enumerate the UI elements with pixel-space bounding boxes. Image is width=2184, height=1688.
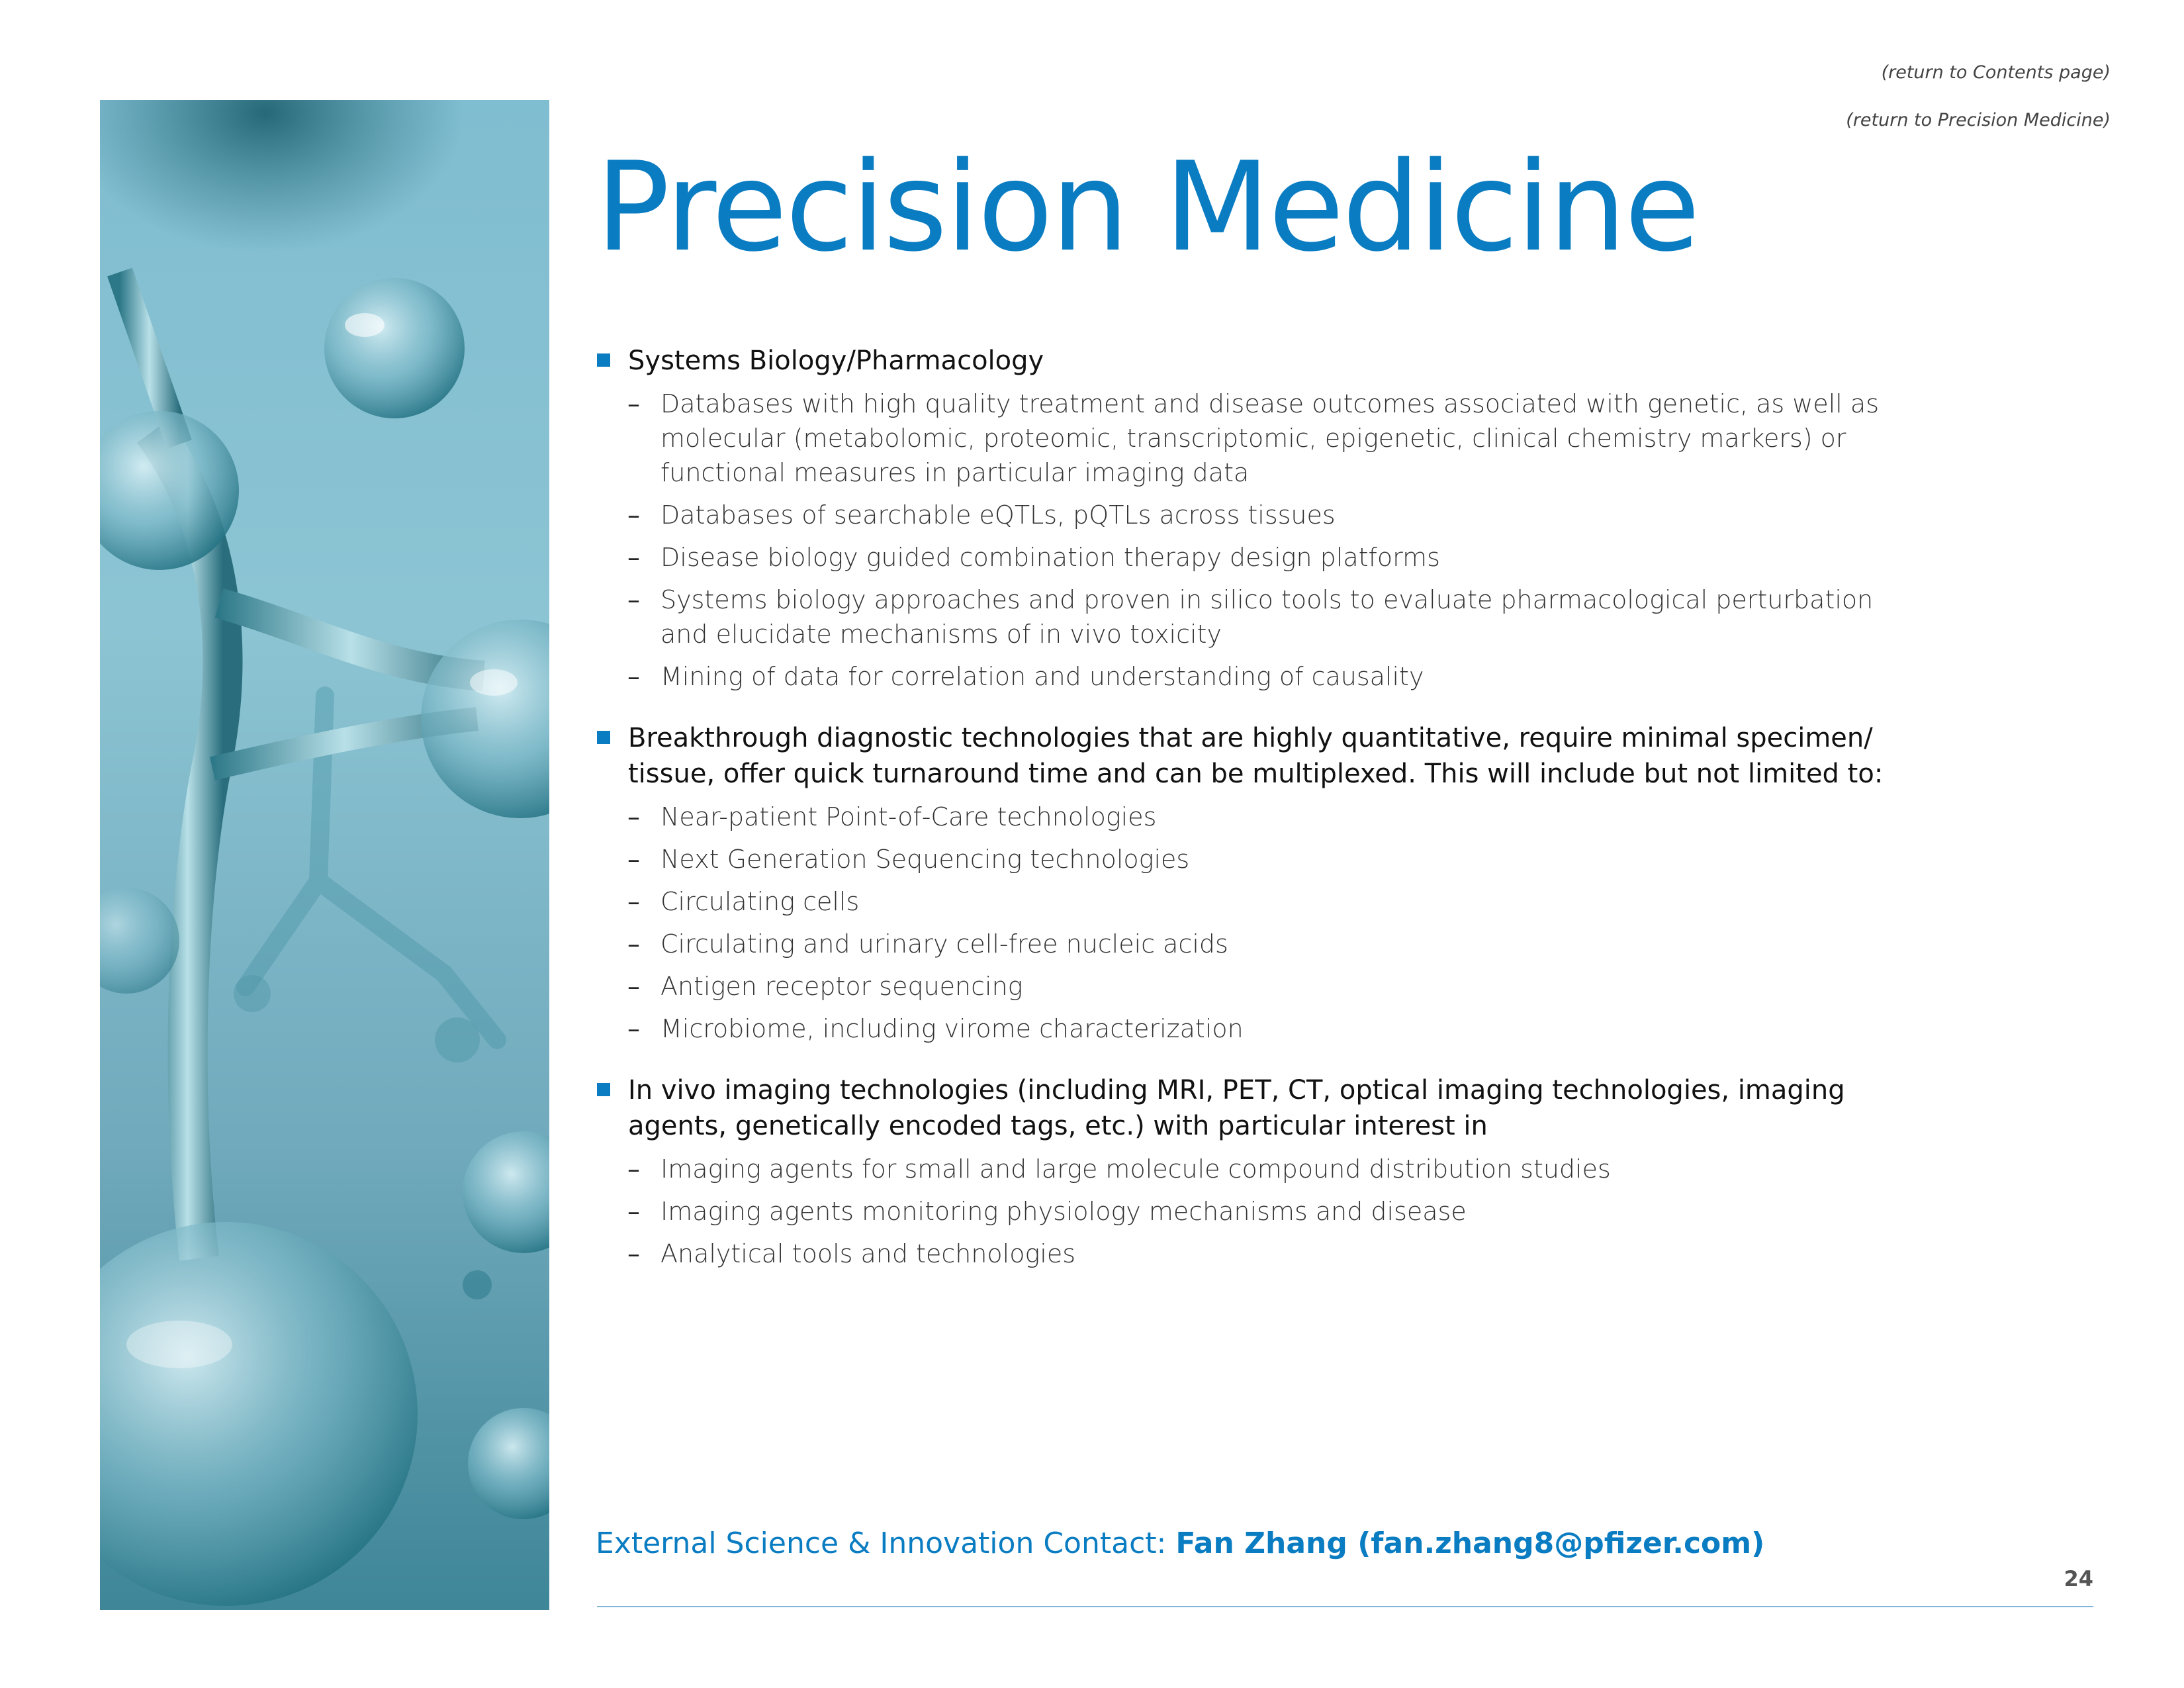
- list-item: [597, 842, 1927, 876]
- square-bullet-icon: [597, 731, 610, 744]
- list-item-text: Mining of data for correlation and understanding of causality: [660, 662, 1424, 691]
- section-systems-biology: [597, 343, 1927, 694]
- square-bullet-icon: [597, 353, 610, 367]
- page-title: Precision Medicine: [596, 135, 1698, 279]
- list-item-text: Imaging agents monitoring physiology mechanisms and disease: [660, 1197, 1467, 1226]
- dash-icon: –: [627, 1197, 640, 1226]
- dash-icon: –: [627, 1239, 640, 1268]
- list-item-text: Near-patient Point-of-Care technologies: [660, 802, 1157, 831]
- dash-icon: –: [627, 972, 640, 1001]
- sub-list: [597, 800, 1927, 1046]
- page-number: 24: [2064, 1566, 2093, 1591]
- list-item-text: Databases with high quality treatment and disease outcomes associated with genetic, as well as molecular (metabolomic, proteomic, transcriptomic, epigenetic, clinical chemistry markers) or functional measures in particular imaging data: [660, 389, 1879, 487]
- list-item: [597, 583, 1927, 651]
- dash-icon: –: [627, 802, 640, 831]
- section-heading-row: [597, 1072, 1927, 1144]
- section-heading: Systems Biology/Pharmacology: [628, 346, 1044, 376]
- dash-icon: –: [627, 929, 640, 959]
- dash-icon: –: [627, 500, 640, 530]
- dash-icon: –: [627, 1014, 640, 1043]
- molecule-illustration: [100, 100, 549, 1610]
- list-item: [597, 969, 1927, 1004]
- list-item-text: Analytical tools and technologies: [660, 1239, 1076, 1268]
- list-item: [597, 659, 1927, 694]
- list-item: [597, 800, 1927, 834]
- list-item-text: Microbiome, including virome characterization: [660, 1014, 1244, 1043]
- sub-list: [597, 1152, 1927, 1271]
- section-heading: In vivo imaging technologies (including MRI, PET, CT, optical imaging technologies, imaging agents, genetically encoded tags, etc.) with particular interest in: [628, 1075, 1845, 1141]
- list-item: [597, 387, 1927, 490]
- dash-icon: –: [627, 1154, 640, 1184]
- list-item: [597, 1237, 1927, 1271]
- list-item: [597, 1194, 1927, 1229]
- list-item-text: Disease biology guided combination therapy design platforms: [660, 543, 1440, 572]
- contact-label: External Science & Innovation Contact:: [596, 1526, 1176, 1560]
- section-diagnostics: [597, 720, 1927, 1046]
- contact-line: [596, 1526, 1764, 1560]
- list-item: [597, 540, 1927, 575]
- sub-list: [597, 387, 1927, 694]
- list-item: [597, 1152, 1927, 1186]
- list-item-text: Next Generation Sequencing technologies: [660, 845, 1190, 874]
- list-item-text: Circulating cells: [660, 887, 860, 916]
- list-item-text: Antigen receptor sequencing: [660, 972, 1023, 1001]
- square-bullet-icon: [597, 1083, 610, 1096]
- section-heading: Breakthrough diagnostic technologies that are highly quantitative, require minimal specimen/ tissue, offer quick turnaround time and can be multiplexed. This will include but not limited to:: [628, 723, 1884, 789]
- list-item: [597, 884, 1927, 919]
- list-item-text: Circulating and urinary cell-free nucleic acids: [660, 929, 1228, 959]
- dash-icon: –: [627, 662, 640, 691]
- list-item: [597, 927, 1927, 961]
- list-item: [597, 498, 1927, 532]
- list-item: [597, 1011, 1927, 1046]
- footer-divider: [597, 1606, 2093, 1607]
- section-heading-row: [597, 720, 1927, 792]
- section-heading-row: [597, 343, 1927, 379]
- dash-icon: –: [627, 845, 640, 874]
- list-item-text: Databases of searchable eQTLs, pQTLs across tissues: [660, 500, 1336, 530]
- dash-icon: –: [627, 585, 640, 614]
- dash-icon: –: [627, 543, 640, 572]
- list-item-text: Systems biology approaches and proven in silico tools to evaluate pharmacological perturbation and elucidate mechanisms of in vivo toxicity: [660, 585, 1874, 649]
- dash-icon: –: [627, 887, 640, 916]
- topic-list: [597, 343, 1927, 1297]
- dash-icon: –: [627, 389, 640, 418]
- return-to-precision-medicine-link[interactable]: (return to Precision Medicine): [1846, 110, 2111, 130]
- contact-email-link[interactable]: Fan Zhang (fan.zhang8@pfizer.com): [1175, 1526, 1765, 1560]
- return-to-contents-link[interactable]: (return to Contents page): [1881, 62, 2111, 83]
- list-item-text: Imaging agents for small and large molecule compound distribution studies: [660, 1154, 1611, 1184]
- section-in-vivo-imaging: [597, 1072, 1927, 1271]
